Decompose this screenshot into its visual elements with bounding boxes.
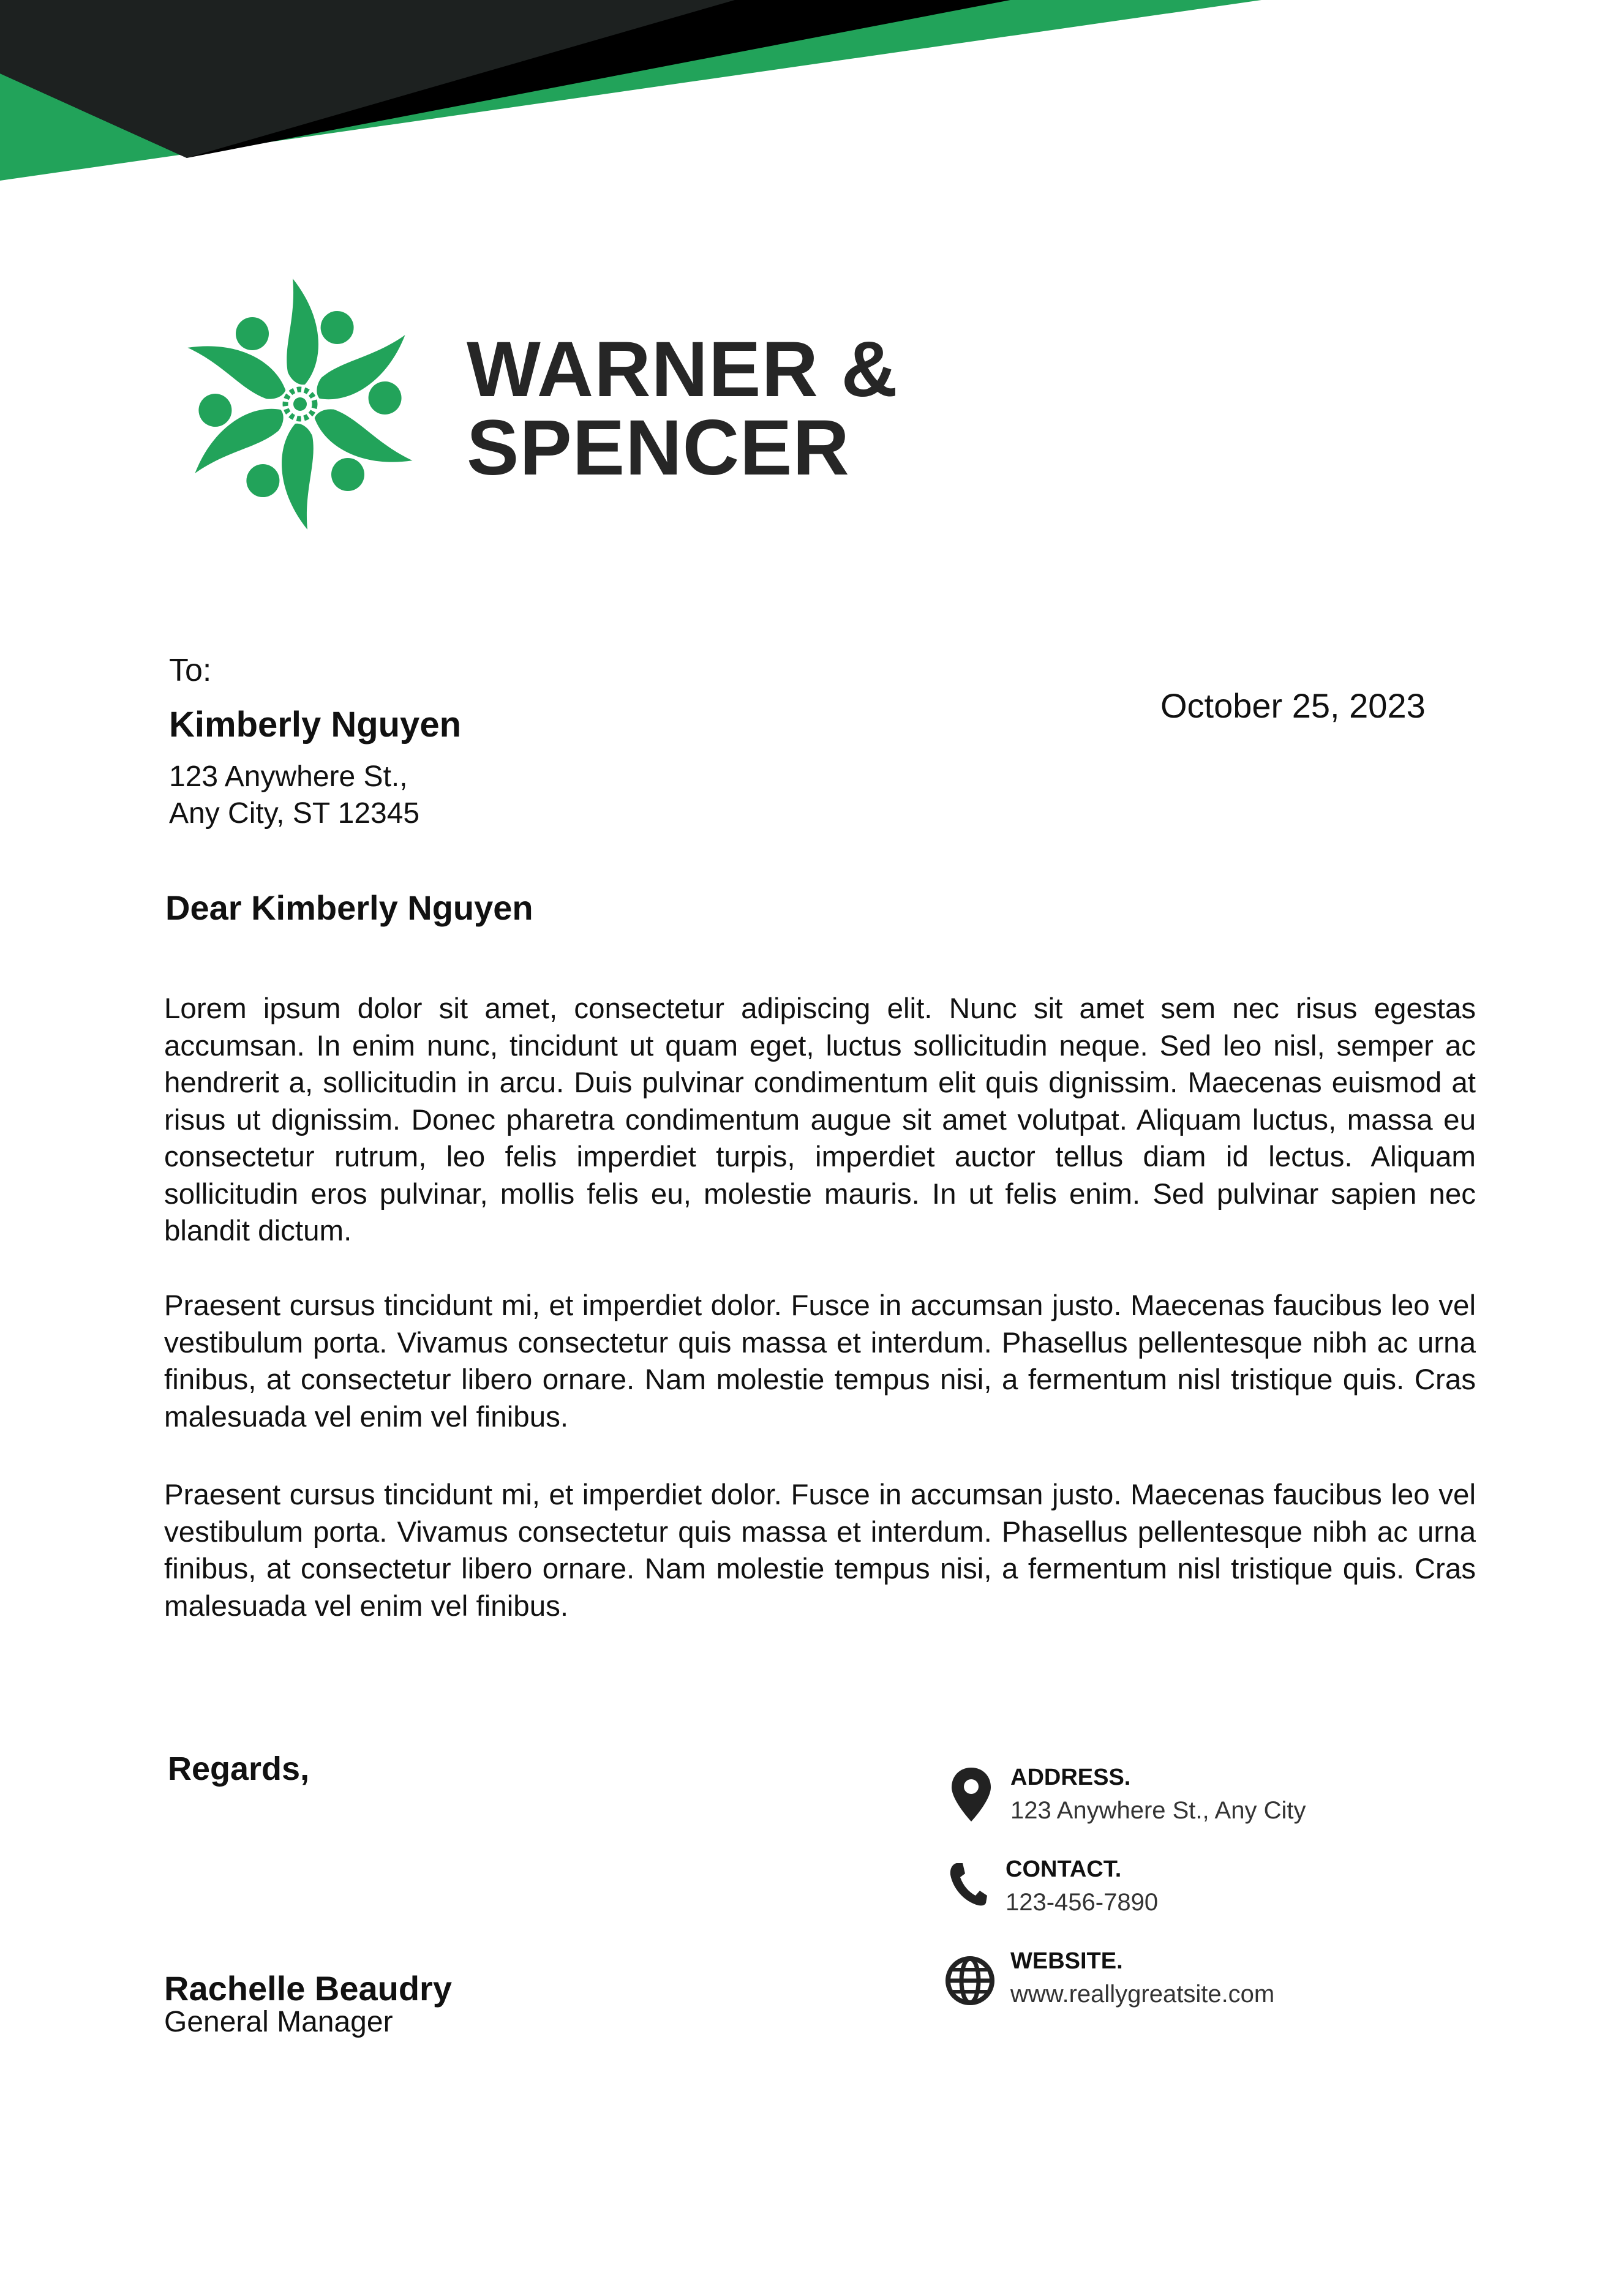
recipient-name: Kimberly Nguyen: [169, 705, 461, 745]
website-label: WEBSITE.: [1010, 1948, 1123, 1974]
signer-title: General Manager: [164, 2006, 393, 2038]
location-pin-icon: [950, 1766, 993, 1823]
globe-icon: [944, 1955, 996, 2006]
signer-name: Rachelle Beaudry: [164, 1969, 452, 2008]
letter-date: October 25, 2023: [1160, 686, 1426, 725]
website-value: www.reallygreatsite.com: [1010, 1981, 1275, 2008]
header-decoration: [0, 0, 1624, 196]
recipient-address-line1: 123 Anywhere St.,: [169, 760, 408, 793]
regards-text: Regards,: [168, 1750, 310, 1787]
company-name-line2: SPENCER: [467, 404, 850, 492]
company-logo: [165, 276, 435, 533]
body-paragraph-3: Praesent cursus tincidunt mi, et imperdiet dolor. Fusce in accumsan justo. Maecenas faucibus leo vel vestibulum porta. Vivamus consectetur quis massa et interdum. Phasellus pellentesque nibh ac urna finibus, at consectetur libero ornare. Nam molestie tempus nisi, a fermentum nisl tristique quis. Cras malesuada vel enim vel finibus.: [164, 1479, 1476, 1623]
address-label: ADDRESS.: [1010, 1765, 1131, 1790]
body-paragraph-1: Lorem ipsum dolor sit amet, consectetur adipiscing elit. Nunc sit amet sem nec risus egestas accumsan. In enim nunc, tincidunt ut quam eget, luctus sollicitudin neque. Sed leo nisl, semper ac hendrerit a, sollicitudin in arcu. Duis pulvinar condimentum elit quis dignissim. Maecenas euismod at risus ut dignissim. Donec pharetra condimentum augue sit amet volutpat. Aliquam luctus, massa eu consectetur rutrum, leo felis imperdiet turpis, imperdiet auctor tellus diam id lectus. Aliquam sollicitudin eros pulvinar, mollis felis eu, molestie mauris. In ut felis enim. Sed pulvinar sapien nec blandit dictum.: [164, 992, 1476, 1247]
recipient-address-line2: Any City, ST 12345: [169, 797, 420, 830]
body-paragraph-2: Praesent cursus tincidunt mi, et imperdiet dolor. Fusce in accumsan justo. Maecenas faucibus leo vel vestibulum porta. Vivamus consectetur quis massa et interdum. Phasellus pellentesque nibh ac urna finibus, at consectetur libero ornare. Nam molestie tempus nisi, a fermentum nisl tristique quis. Cras malesuada vel enim vel finibus.: [164, 1289, 1476, 1433]
salutation: Dear Kimberly Nguyen: [165, 888, 533, 927]
contact-label: CONTACT.: [1006, 1856, 1122, 1882]
contact-value: 123-456-7890: [1006, 1889, 1159, 1916]
company-name-line1: WARNER &: [467, 326, 898, 413]
to-label: To:: [169, 653, 212, 688]
address-value: 123 Anywhere St., Any City: [1010, 1797, 1306, 1824]
phone-icon: [948, 1861, 988, 1907]
